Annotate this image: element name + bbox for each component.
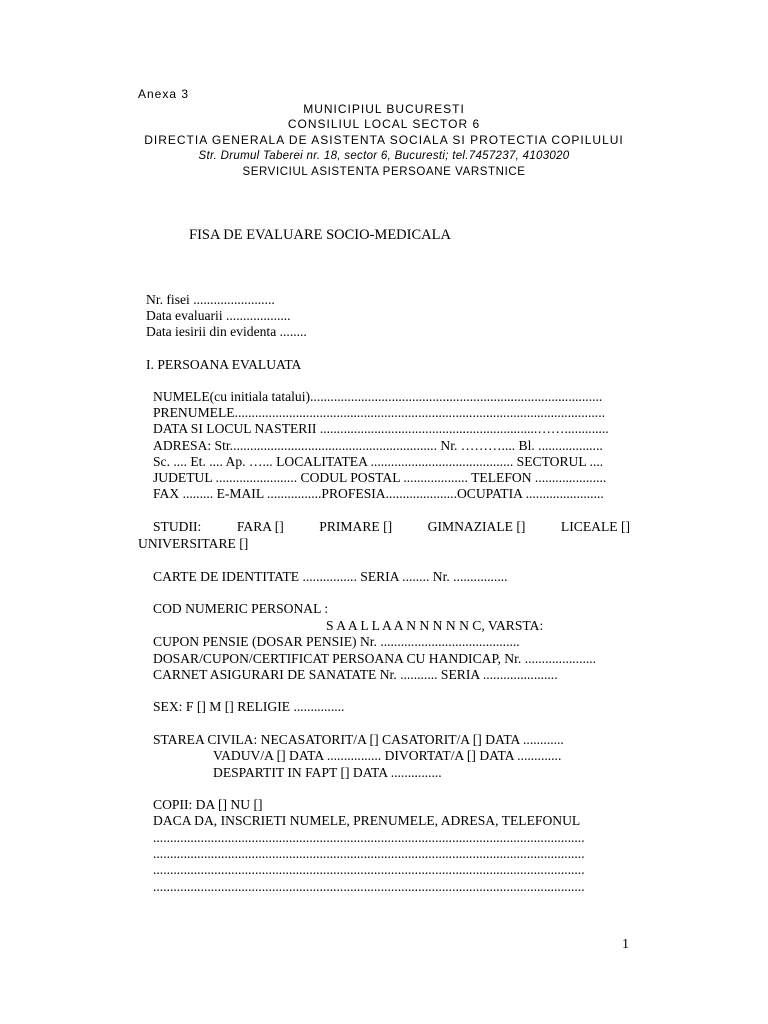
header-council: CONSILIUL LOCAL SECTOR 6 [287,117,481,131]
field-cnp-format: S A A L L A A N N N N N C, VARSTA: [326,618,544,633]
field-dosar-handicap: DOSAR/CUPON/CERTIFICAT PERSOANA CU HANDICAP, Nr. ..................... [153,651,597,666]
field-sex-religie: SEX: F [] M [] RELIGIE ............... [153,699,345,714]
field-carte-identitate: CARTE DE IDENTITATE ................ SERIA ........ Nr. ................ [153,569,508,584]
header-municipality: MUNICIPIUL BUCURESTI [303,102,465,116]
field-judetul: JUDETUL ........................ CODUL POSTAL ................... TELEFON ..................... [153,470,607,485]
field-cnp-label: COD NUMERIC PERSONAL : [153,601,329,616]
field-localitatea: Sc. .... Et. .... Ap. …... LOCALITATEA .......................................... SECTORUL .... [153,454,604,469]
header-directorate: DIRECTIA GENERALA DE ASISTENTA SOCIALA SI PROTECTIA COPILULUI [144,133,624,147]
field-numele: NUMELE(cu initiala tatalui)...................................................................................... [153,389,603,404]
studii-primare: PRIMARE [] [319,519,393,534]
studii-fara: FARA [] [236,519,284,534]
dotted-line-2: ............................................................................................................................... [153,846,585,861]
field-fax: FAX ......... E-MAIL ................PROFESIA.....................OCUPATIA ....................... [153,486,604,501]
annex-label: Anexa 3 [138,87,190,101]
studii-gimnaziale: GIMNAZIALE [] [427,519,526,534]
document-title: FISA DE EVALUARE SOCIO-MEDICALA [189,227,451,243]
dotted-line-1: ............................................................................................................................... [153,830,585,845]
studii-label: STUDII: [153,519,202,534]
field-copii: COPII: DA [] NU [] [153,797,263,812]
field-cupon-pensie: CUPON PENSIE (DOSAR PENSIE) Nr. ......................................... [153,634,520,649]
page-number: 1 [622,937,629,952]
studii-liceale: LICEALE [] [560,519,630,534]
field-adresa: ADRESA: Str............................................................. Nr. ……….... Bl. ................... [153,438,603,453]
field-despartit: DESPARTIT IN FAPT [] DATA ............... [213,765,442,780]
field-studii [153,519,630,535]
field-copii-instructions: DACA DA, INSCRIETI NUMELE, PRENUMELE, ADRESA, TELEFONUL [153,813,581,828]
field-starea-civila: STAREA CIVILA: NECASATORIT/A [] CASATORIT/A [] DATA ............ [153,732,564,747]
dotted-line-4: ............................................................................................................................... [153,879,585,894]
data-iesirii: Data iesirii din evidenta ........ [146,324,307,339]
section-heading: I. PERSOANA EVALUATA [146,357,302,372]
data-evaluarii: Data evaluarii ................... [146,308,291,323]
field-carnet-asigurari: CARNET ASIGURARI DE SANATATE Nr. ........... SERIA ...................... [153,667,558,682]
dotted-line-3: ............................................................................................................................... [153,862,585,877]
nr-fisei: Nr. fisei ........................ [146,292,275,307]
field-vaduv-divortat: VADUV/A [] DATA ................ DIVORTAT/A [] DATA ............. [213,748,562,763]
field-data-locul-nasterii: DATA SI LOCUL NASTERII ................................................................……............. [153,421,609,436]
header-service: SERVICIUL ASISTENTA PERSOANE VARSTNICE [242,166,526,178]
studii-universitare: UNIVERSITARE [] [138,536,249,551]
field-prenumele: PRENUMELE............................................................................................................. [153,405,605,420]
header-address: Str. Drumul Taberei nr. 18, sector 6, Bucuresti; tel.7457237, 4103020 [198,150,570,162]
